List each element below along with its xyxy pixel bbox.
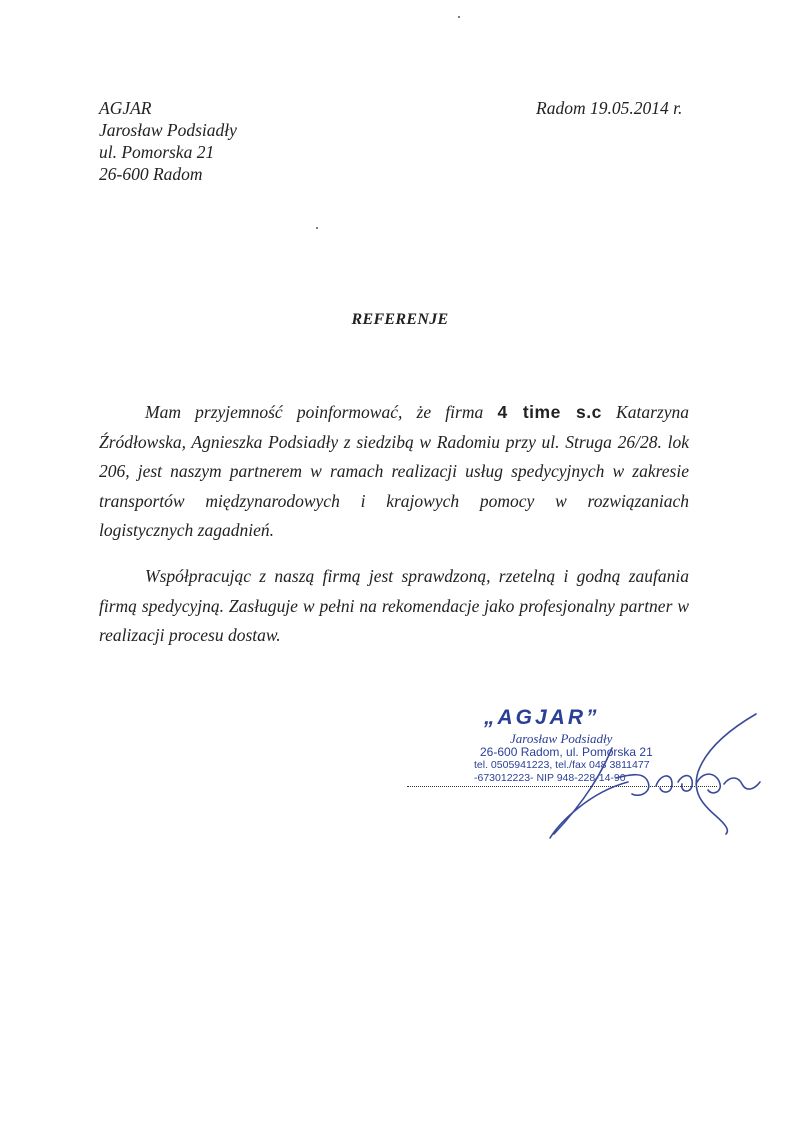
stamp-phone-line-1: tel. 0505941223, tel./fax 048 3811477 (474, 759, 650, 771)
sender-name: Jarosław Podsiadły (99, 120, 237, 140)
paragraph-1-after: Katarzyna Źródłowska, Agnieszka Podsiadły z siedzibą w Radomiu przy ul. Struga 26/28. lok 206, jest naszym partnerem w ramach realizacji usług spedycyjnych w zakresie transportów międzynarodowych i krajowych pomocy w rozwiązaniach logistycznych zagadnień. (99, 402, 689, 540)
paragraph-1 (99, 398, 689, 546)
letter-title: REFERENJE (351, 311, 449, 328)
sender-company: AGJAR (99, 98, 152, 118)
stamp-phone-line-2: -673012223- NIP 948-228-14-90 (474, 772, 626, 784)
sender-street: ul. Pomorska 21 (99, 142, 215, 162)
stamp-person: Jarosław Podsiadły (510, 731, 613, 746)
stamp-brand: „AGJAR” (484, 706, 600, 729)
sender-city: 26-600 Radom (99, 164, 203, 184)
paragraph-1-before: Mam przyjemność poinformować, że firma (145, 402, 498, 422)
letter-date: Radom 19.05.2014 r. (536, 98, 683, 118)
sender-block (99, 97, 237, 185)
firm-name: 4 time s.c (497, 402, 602, 422)
paragraph-2 (99, 562, 689, 651)
scan-speck (458, 16, 460, 18)
paragraph-2-text: Współpracując z naszą firmą jest sprawdzoną, rzetelną i godną zaufania firmą spedycyjną. Zasługuje w pełni na rekomendacje jako profesjonalny partner w realizacji procesu dostaw. (99, 566, 689, 645)
scan-speck (316, 227, 318, 229)
handwritten-signature (520, 712, 790, 842)
stamp-address: 26-600 Radom, ul. Pomorska 21 (480, 745, 653, 759)
